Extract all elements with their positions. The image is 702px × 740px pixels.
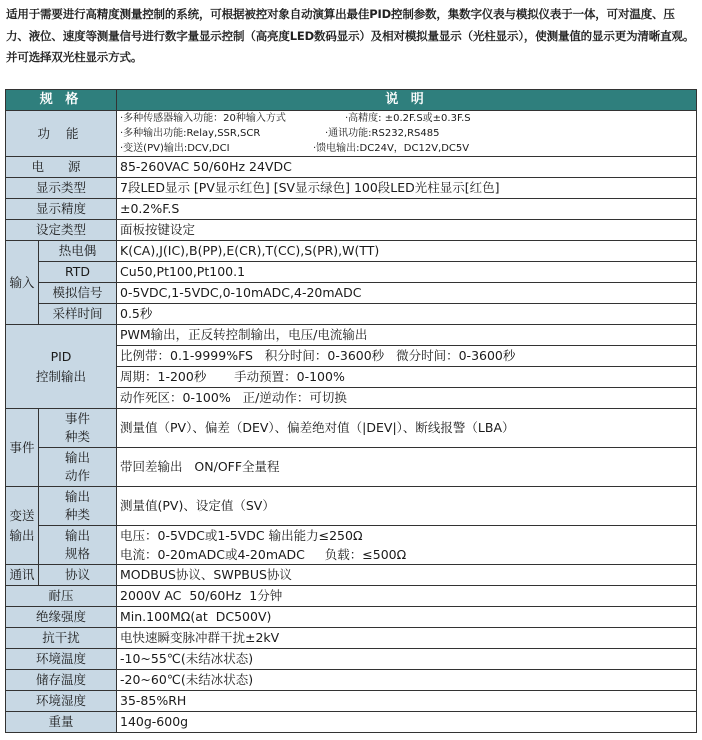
comm-label: 通讯 (6, 565, 39, 586)
table-header-row (6, 90, 697, 111)
event-kind-label-line1: 事件 (64, 411, 90, 426)
sampling-label: 采样时间 (39, 304, 117, 325)
function-line3b: ·馈电输出:DC24V，DC12V,DC5V (313, 143, 470, 154)
intro-paragraph: 适用于需要进行高精度测量控制的系统，可根据被控对象自动演算出最佳PID控制参数，集数字仪表与模拟仪表于一体，可对温度、压力、液位、速度等测量信号进行数字量显示控制（高亮度LED数码显示）及相对模拟量显示（光柱显示），使测量值的显示更为清晰直观。并可选择双光柱显示方式。 (6, 7, 695, 64)
header-spec: 规 格 (6, 90, 117, 111)
function-line1a: ·多种传感器输入功能：20种输入方式 (120, 113, 286, 124)
event-action-value: 带回差输出 ON/OFF全量程 (117, 448, 697, 487)
table-row-function (6, 111, 697, 157)
transmit-spec-label-line1: 输出 (64, 528, 90, 543)
pid-line4: 动作死区：0-100% 正/逆动作：可切换 (117, 388, 697, 409)
transmit-spec-value (117, 526, 697, 565)
transmit-spec-label-line2: 规格 (64, 546, 90, 561)
thermocouple-label: 热电偶 (39, 241, 117, 262)
ambient-temp-value: -10~55℃(未结冰状态) (117, 649, 697, 670)
withstand-value: 2000V AC 50/60Hz 1分钟 (117, 586, 697, 607)
interference-label: 抗干扰 (6, 628, 117, 649)
transmit-spec-line1: 电压：0-5VDC或1-5VDC 输出能力≤250Ω (120, 528, 363, 543)
pid-label-line1: PID (50, 348, 72, 364)
table-row-transmit-spec (6, 526, 697, 565)
setting-type-label: 设定类型 (6, 220, 117, 241)
table-row-withstand (6, 586, 697, 607)
table-row-event-kind (6, 409, 697, 448)
transmit-kind-label (39, 487, 117, 526)
comm-value: MODBUS协议、SWPBUS协议 (117, 565, 697, 586)
weight-label: 重量 (6, 712, 117, 733)
insulation-value: Min.100MΩ(at DC500V) (117, 607, 697, 628)
event-action-label-line2: 动作 (64, 468, 90, 483)
rtd-value: Cu50,Pt100,Pt100.1 (117, 262, 697, 283)
table-row-ambient-temp (6, 649, 697, 670)
interference-value: 电快速瞬变脉冲群干扰±2kV (117, 628, 697, 649)
transmit-kind-value: 测量值(PV)、设定值（SV） (117, 487, 697, 526)
power-value: 85-260VAC 50/60Hz 24VDC (117, 157, 697, 178)
header-description: 说 明 (117, 90, 697, 111)
table-row-power (6, 157, 697, 178)
sampling-value: 0.5秒 (117, 304, 697, 325)
transmit-label (6, 487, 39, 565)
transmit-label-line1: 变送 (9, 507, 35, 523)
event-label: 事件 (6, 409, 39, 487)
analog-label: 模拟信号 (39, 283, 117, 304)
table-row-interference (6, 628, 697, 649)
table-row-transmit-kind (6, 487, 697, 526)
spec-table (5, 89, 697, 733)
function-line2a: ·多种输出功能:Relay,SSR,SCR (120, 128, 261, 139)
table-row-thermocouple (6, 241, 697, 262)
function-value (117, 111, 697, 157)
table-row-sampling (6, 304, 697, 325)
ambient-humidity-value: 35-85%RH (117, 691, 697, 712)
withstand-label: 耐压 (6, 586, 117, 607)
table-row-display-type (6, 178, 697, 199)
table-row-event-action (6, 448, 697, 487)
table-row-storage-temp (6, 670, 697, 691)
table-row-pid-1 (6, 325, 697, 346)
table-row-analog (6, 283, 697, 304)
transmit-kind-label-line2: 种类 (64, 507, 90, 522)
event-kind-value: 测量值（PV）、偏差（DEV）、偏差绝对值（|DEV|）、断线报警（LBA） (117, 409, 697, 448)
analog-value: 0-5VDC,1-5VDC,0-10mADC,4-20mADC (117, 283, 697, 304)
ambient-temp-label: 环境温度 (6, 649, 117, 670)
comm-sub-label: 协议 (39, 565, 117, 586)
rtd-label: RTD (39, 262, 117, 283)
ambient-humidity-label: 环境湿度 (6, 691, 117, 712)
table-row-display-accuracy (6, 199, 697, 220)
storage-temp-value: -20~60℃(未结冰状态) (117, 670, 697, 691)
table-row-weight (6, 712, 697, 733)
function-label: 功 能 (6, 111, 117, 157)
input-label: 输入 (6, 241, 39, 325)
function-line2b: ·通讯功能:RS232,RS485 (325, 128, 440, 139)
function-line1b: ·高精度: ±0.2F.S或±0.3F.S (345, 113, 471, 124)
table-row-comm (6, 565, 697, 586)
display-type-value: 7段LED显示 [PV显示红色] [SV显示绿色] 100段LED光柱显示[红色] (117, 178, 697, 199)
event-kind-label-line2: 种类 (64, 429, 90, 444)
weight-value: 140g-600g (117, 712, 697, 733)
pid-line1: PWM输出，正反转控制输出，电压/电流输出 (117, 325, 697, 346)
transmit-spec-line2: 电流：0-20mADC或4-20mADC 负载：≤500Ω (120, 547, 407, 562)
pid-line2: 比例带：0.1-9999%FS 积分时间：0-3600秒 微分时间：0-3600秒 (117, 346, 697, 367)
table-row-ambient-humidity (6, 691, 697, 712)
transmit-label-line2: 输出 (9, 527, 35, 543)
table-row-rtd (6, 262, 697, 283)
display-accuracy-label: 显示精度 (6, 199, 117, 220)
event-action-label (39, 448, 117, 487)
insulation-label: 绝缘强度 (6, 607, 117, 628)
table-row-setting-type (6, 220, 697, 241)
display-type-label: 显示类型 (6, 178, 117, 199)
event-action-label-line1: 输出 (64, 450, 90, 465)
thermocouple-value: K(CA),J(IC),B(PP),E(CR),T(CC),S(PR),W(TT) (117, 241, 697, 262)
power-label: 电 源 (6, 157, 117, 178)
pid-label-line2: 控制输出 (35, 368, 86, 384)
pid-label (6, 325, 117, 409)
transmit-kind-label-line1: 输出 (64, 489, 90, 504)
display-accuracy-value: ±0.2%F.S (117, 199, 697, 220)
function-line3a: ·变送(PV)输出:DCV,DCI (120, 143, 230, 154)
pid-line3: 周期：1-200秒 手动预置：0-100% (117, 367, 697, 388)
table-row-insulation (6, 607, 697, 628)
storage-temp-label: 储存温度 (6, 670, 117, 691)
setting-type-value: 面板按键设定 (117, 220, 697, 241)
event-kind-label (39, 409, 117, 448)
transmit-spec-label (39, 526, 117, 565)
